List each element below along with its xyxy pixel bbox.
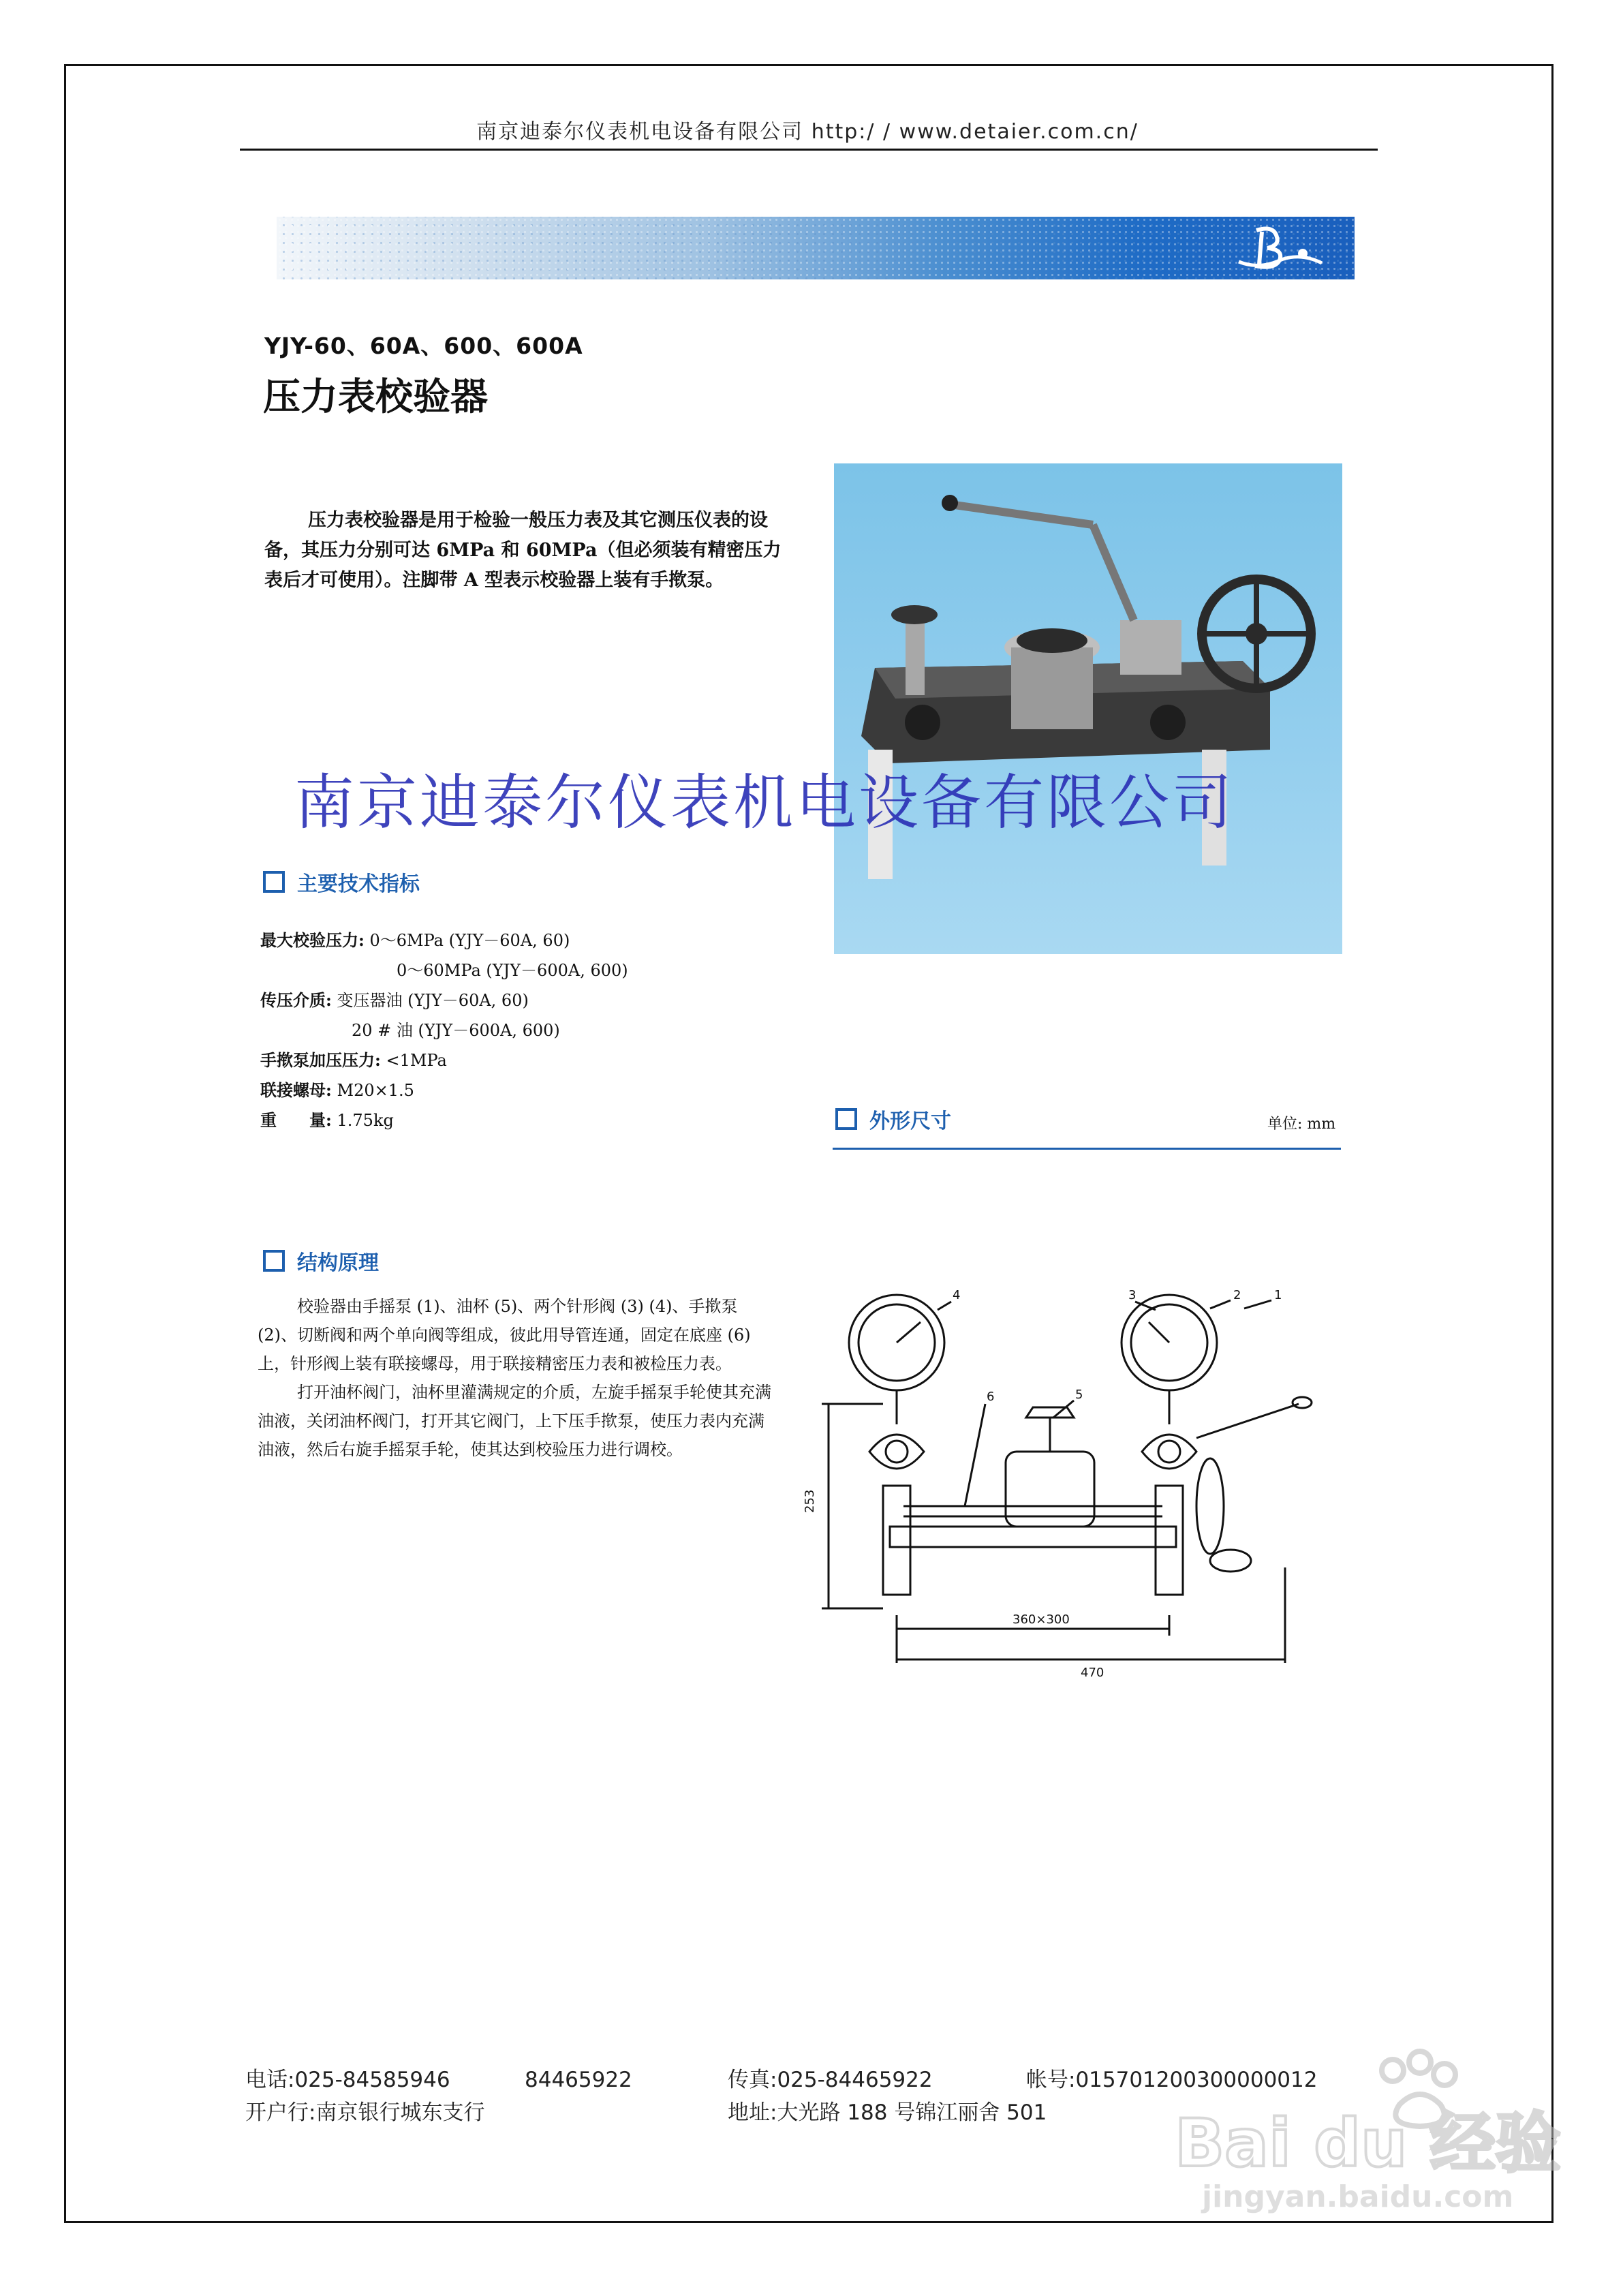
principle-paragraph: 校验器由手摇泵 (1)、油杯 (5)、两个针形阀 (3) (4)、手揿泵 (2)、切断阀和两个单向阀等组成，彼此用导管连通，固定在底座 (6) 上，针形阀上装有联接螺母，用于联接精密压力表和被检压力表。 bbox=[258, 1297, 751, 1373]
baidu-url-text: jingyan.baidu.com bbox=[1202, 2179, 1514, 2214]
part-label-5: 5 bbox=[1075, 1388, 1083, 1402]
dimensions-heading bbox=[835, 1104, 951, 1134]
dimension-total-width-label: 470 bbox=[1081, 1666, 1104, 1680]
specs-heading-label: 主要技术指标 bbox=[297, 872, 420, 896]
spec-row: 手揿泵加压压力: <1MPa bbox=[260, 1050, 447, 1070]
dimensions-rule bbox=[833, 1148, 1341, 1150]
company-header: 南京迪泰尔仪表机电设备有限公司 http:/ / www.detaier.com.cn/ bbox=[476, 120, 1139, 144]
specs-list bbox=[260, 925, 628, 1135]
product-model: YJY-60、60A、600、600A bbox=[264, 333, 583, 359]
specs-heading bbox=[263, 867, 420, 897]
banner-texture bbox=[277, 217, 1355, 279]
baidu-logo-text: Bai du 经验 bbox=[1175, 2105, 1561, 2182]
spec-row: 联接螺母: M20×1.5 bbox=[260, 1080, 414, 1100]
part-label-6: 6 bbox=[987, 1390, 995, 1404]
calibrator-photo-illustration bbox=[834, 463, 1342, 954]
spec-row: 0～60MPa (YJY－600A, 600) bbox=[397, 961, 628, 980]
product-title: 压力表校验器 bbox=[263, 374, 489, 418]
spec-row: 20 # 油 (YJY－600A, 600) bbox=[352, 1021, 560, 1040]
checkbox-square-icon bbox=[263, 1250, 285, 1272]
checkbox-square-icon bbox=[263, 871, 285, 893]
spec-row: 传压介质: 变压器油 (YJY－60A, 60) bbox=[260, 990, 529, 1010]
footer-phone-2: 84465922 bbox=[525, 2068, 632, 2092]
company-watermark: 南京迪泰尔仪表机电设备有限公司 bbox=[294, 767, 1235, 838]
footer-account: 帐号:015701200300000012 bbox=[1026, 2068, 1318, 2092]
dimensions-heading-label: 外形尺寸 bbox=[869, 1109, 951, 1133]
principle-text bbox=[258, 1292, 773, 1464]
principle-heading bbox=[263, 1246, 379, 1276]
footer-fax: 传真:025-84465922 bbox=[728, 2068, 933, 2092]
dimension-height-label: 253 bbox=[803, 1489, 817, 1513]
part-label-4: 4 bbox=[953, 1288, 961, 1302]
footer-phone: 电话:025-84585946 bbox=[245, 2068, 450, 2092]
footer-bank: 开户行:南京银行城东支行 bbox=[245, 2100, 485, 2125]
spec-row: 重 量: 1.75kg bbox=[260, 1110, 394, 1130]
checkbox-square-icon bbox=[835, 1108, 857, 1130]
principle-paragraph: 打开油杯阀门，油杯里灌满规定的介质，左旋手摇泵手轮使其充满油液，关闭油杯阀门，打开其它阀门，上下压手揿泵，使压力表内充满油液，然后右旋手摇泵手轮，使其达到校验压力进行调校。 bbox=[258, 1383, 771, 1459]
principle-heading-label: 结构原理 bbox=[297, 1251, 379, 1275]
footer-address: 地址:大光路 188 号锦江丽舍 501 bbox=[728, 2100, 1047, 2125]
part-label-2: 2 bbox=[1233, 1288, 1241, 1302]
dimension-drawing bbox=[803, 1281, 1326, 1683]
dimension-inner-width-label: 360×300 bbox=[1013, 1612, 1070, 1627]
header-rule bbox=[240, 149, 1378, 151]
part-label-3: 3 bbox=[1128, 1288, 1137, 1302]
baidu-jingyan-watermark-icon bbox=[1161, 2043, 1561, 2214]
top-banner bbox=[277, 217, 1355, 279]
part-label-1: 1 bbox=[1274, 1288, 1282, 1302]
product-intro: 压力表校验器是用于检验一般压力表及其它测压仪表的设备，其压力分别可达 6MPa 和 60MPa（但必须装有精密压力表后才可使用）。注脚带 A 型表示校验器上装有手揿泵。 bbox=[264, 510, 782, 591]
dimensions-unit: 单位: mm bbox=[1267, 1116, 1336, 1133]
brand-logo-icon bbox=[1232, 222, 1327, 274]
product-photo bbox=[834, 463, 1342, 954]
spec-row: 最大校验压力: 0～6MPa (YJY－60A, 60) bbox=[260, 930, 570, 950]
